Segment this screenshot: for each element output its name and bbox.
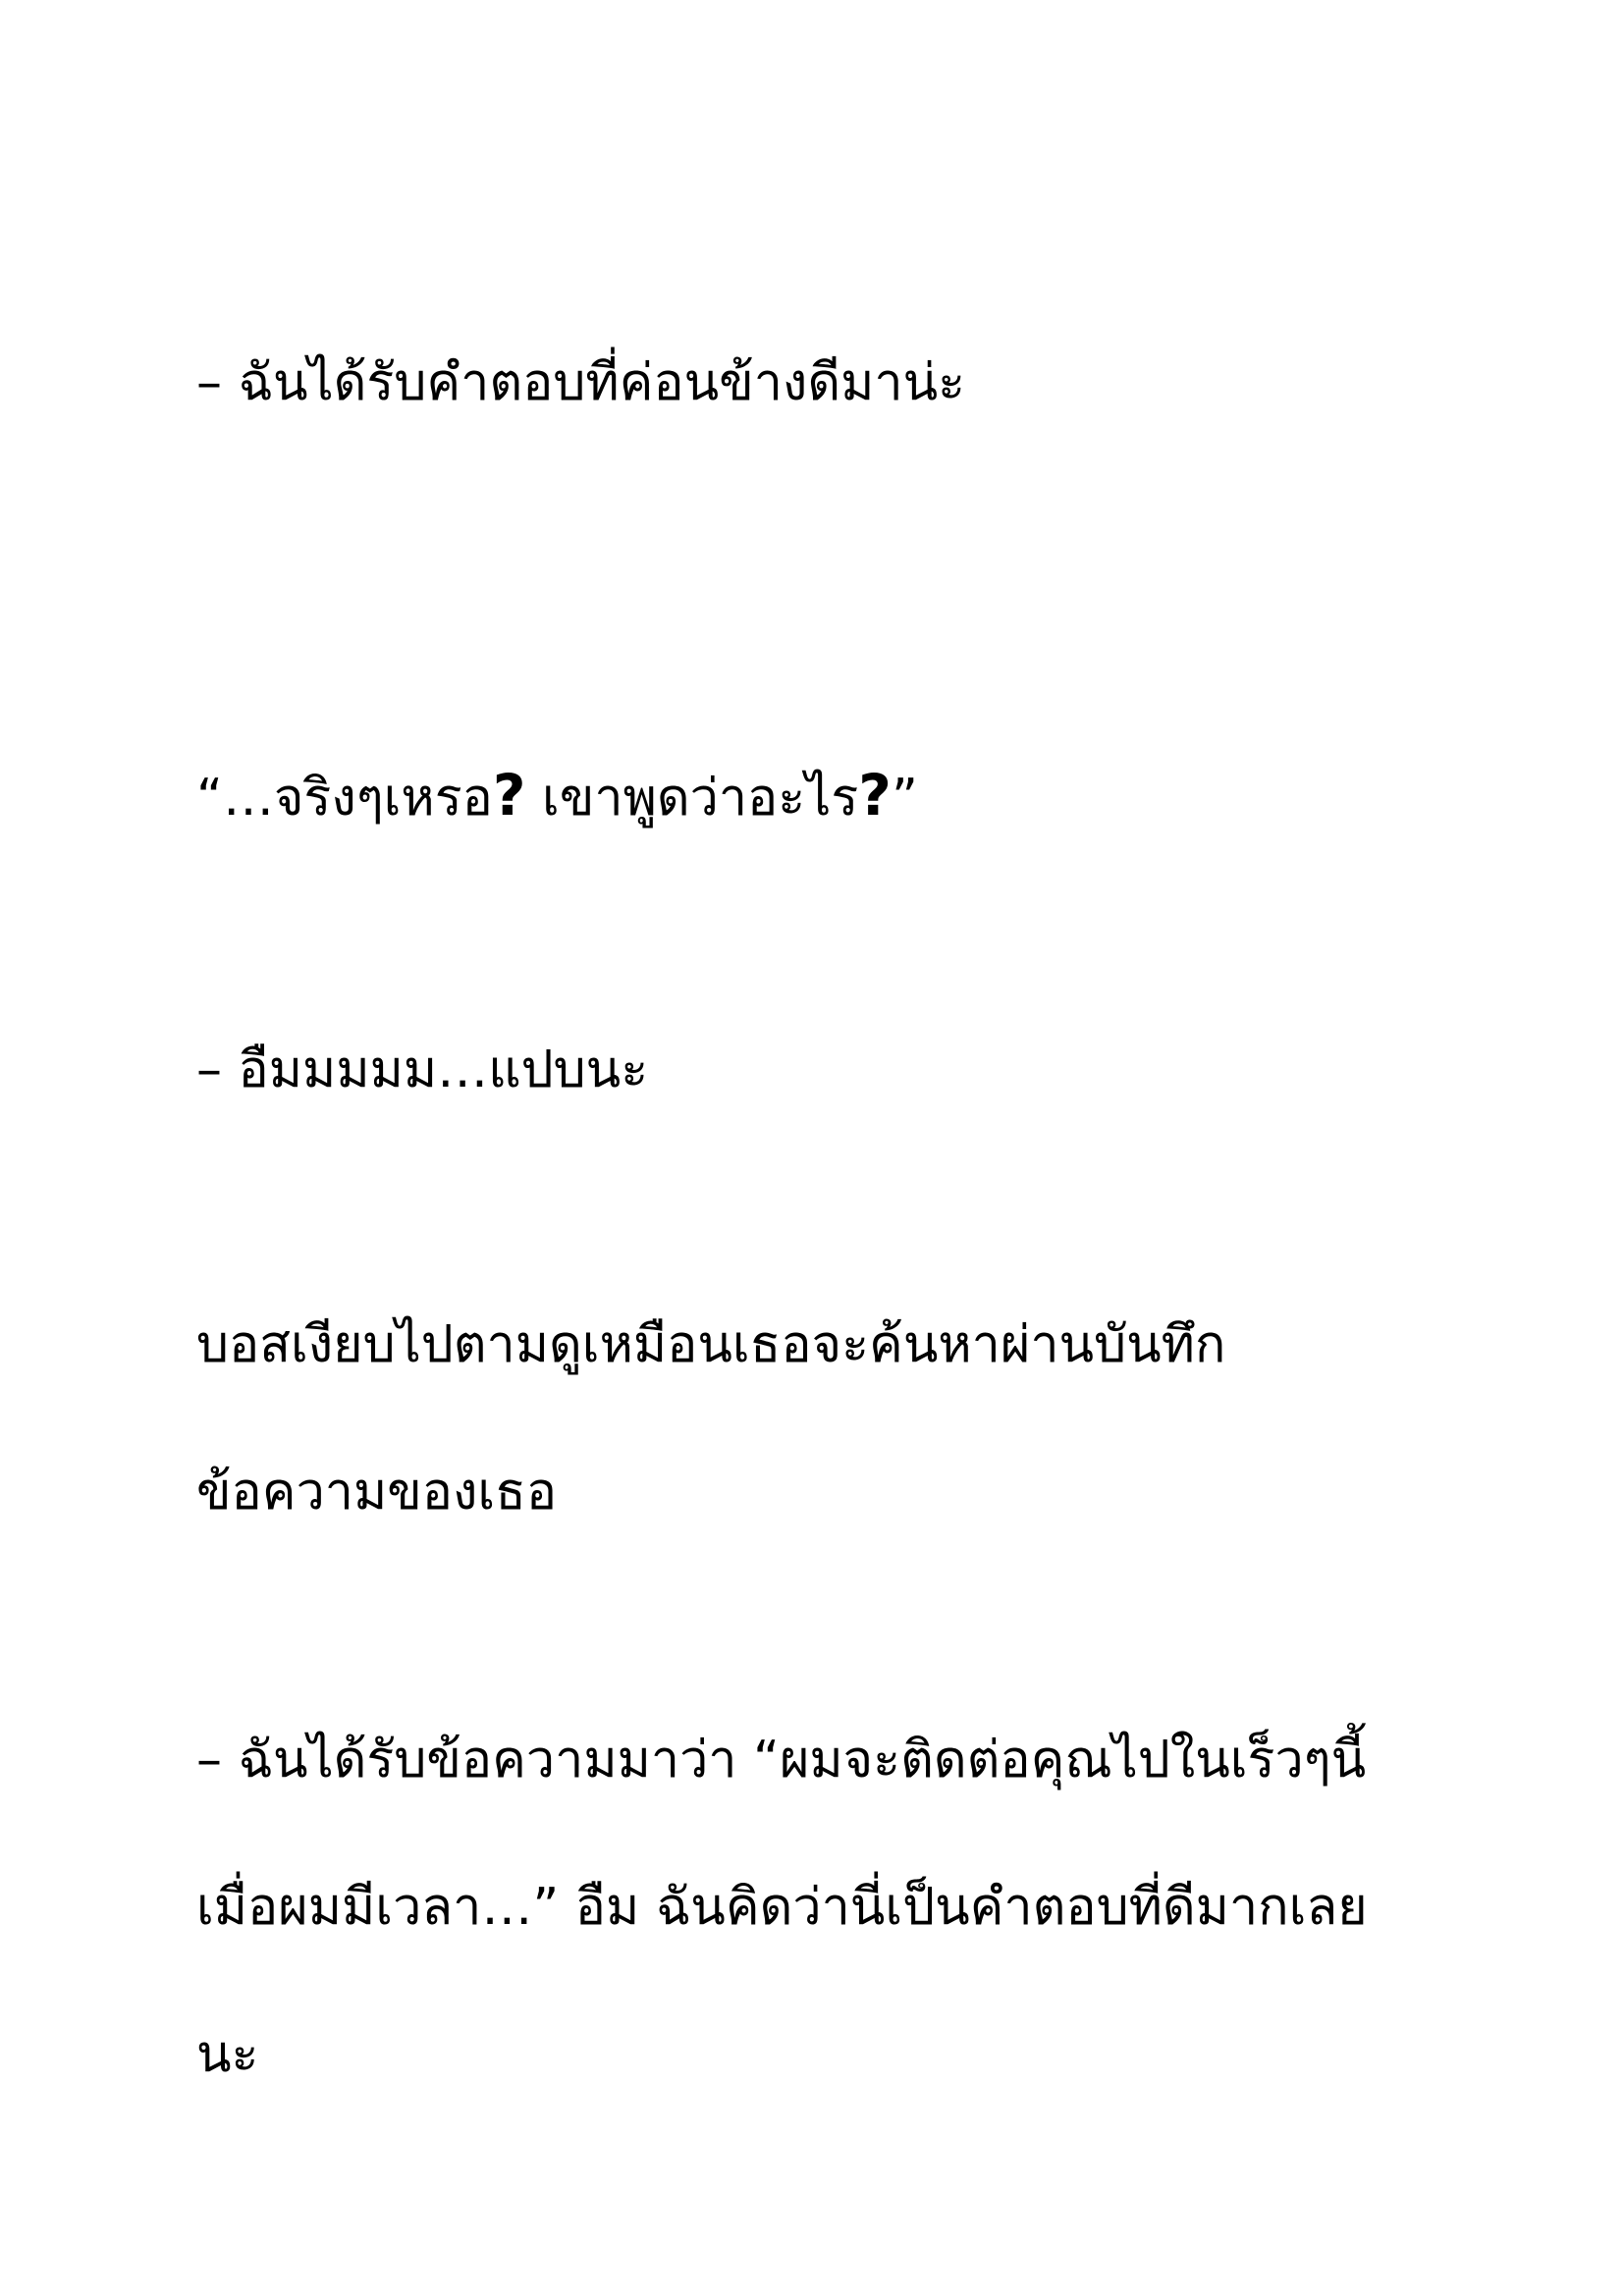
dialogue-message-received [196, 1686, 1434, 2128]
narration-boss-searching [196, 1271, 1434, 1566]
text-line: เมื่อผมมีเวลา…” อืม ฉันคิดว่านี่เป็นคำตอบที่ดีมากเลย [196, 1878, 1368, 1937]
text-segment: เขาพูดว่าอะไร [525, 769, 859, 828]
text-line: – ฉันได้รับข้อความมาว่า “ผมจะติดต่อคุณไปในเร็วๆนี้ [196, 1731, 1367, 1789]
text-line [196, 721, 1434, 872]
question-mark: ? [492, 762, 526, 828]
text-line: – ฉันได้รับคำตอบที่ค่อนข้างดีมาน่ะ [196, 353, 966, 412]
text-line: ข้อความของเธอ [196, 1463, 558, 1522]
text-segment: ” [891, 769, 918, 828]
text-line: – อืมมมมม…แปบนะ [196, 1041, 649, 1099]
text-line: นะ [196, 2025, 259, 2084]
dialogue-question [196, 721, 1434, 872]
question-mark: ? [858, 762, 892, 828]
text-segment: “…จริงๆเหรอ [196, 769, 493, 828]
dialogue-wait [196, 996, 1434, 1144]
dialogue-good-answer [196, 309, 1434, 456]
text-line: บอสเงียบไปตามดูเหมือนเธอจะค้นหาผ่านบันทึก [196, 1315, 1226, 1374]
